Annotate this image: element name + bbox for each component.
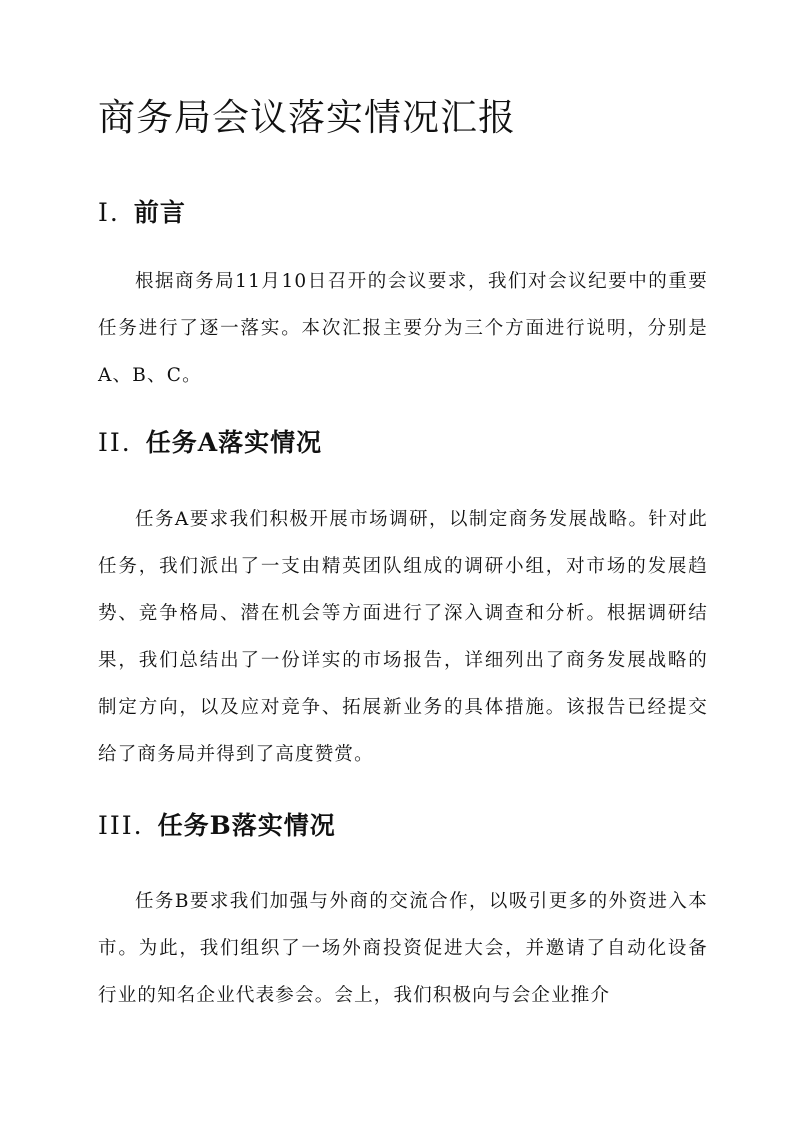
section-heading-task-b xyxy=(98,808,336,844)
section-paragraph-preface: 根据商务局11月10日召开的会议要求，我们对会议纪要中的重要任务进行了逐一落实。本次汇报主要分为三个方面进行说明，分别是A、B、C。 xyxy=(98,271,708,386)
document-title: 商务局会议落实情况汇报 xyxy=(98,96,516,139)
section-title: 前言 xyxy=(133,198,186,227)
section-heading-preface xyxy=(98,195,186,231)
section-paragraph-task-a: 任务A要求我们积极开展市场调研，以制定商务发展战略。针对此任务，我们派出了一支由精英团队组成的调研小组，对市场的发展趋势、竞争格局、潜在机会等方面进行了深入调查和分析。根据调研结果，我们总结出了一份详实的市场报告，详细列出了商务发展战略的制定方向，以及应对竞争、拓展新业务的具体措施。该报告已经提交给了商务局并得到了高度赞赏。 xyxy=(98,509,708,765)
section-title: 任务B落实情况 xyxy=(157,811,336,840)
section-heading-task-a xyxy=(98,425,322,461)
section-number: II. xyxy=(98,428,132,457)
section-number: III. xyxy=(98,811,144,840)
section-title: 任务A落实情况 xyxy=(145,428,323,457)
section-paragraph-task-b: 任务B要求我们加强与外商的交流合作，以吸引更多的外资进入本市。为此，我们组织了一场外商投资促进大会，并邀请了自动化设备行业的知名企业代表参会。会上，我们积极向与会企业推介 xyxy=(98,891,708,1006)
section-number: I. xyxy=(98,198,120,227)
